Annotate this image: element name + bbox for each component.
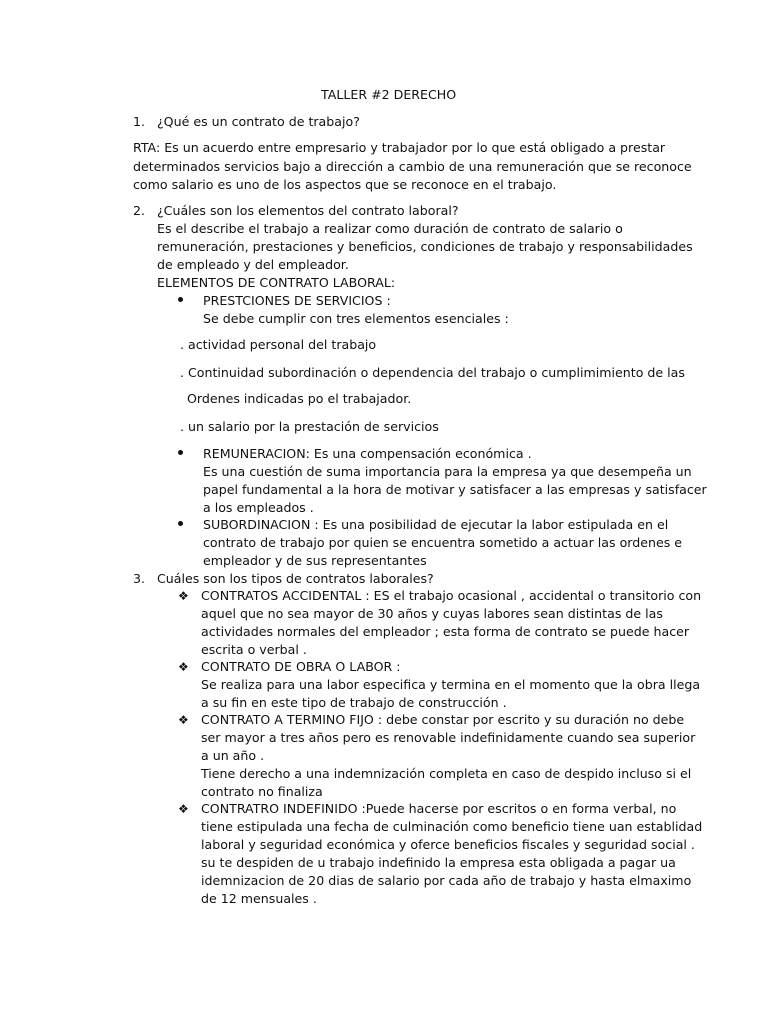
contract-type-text: CONTRATRO INDEFINIDO :Puede hacerse por escritos o en forma verbal, no [201,801,677,816]
diamond-bullet-icon: ❖ [178,713,189,727]
q2-question: ¿Cuáles son los elementos del contrato laboral? [157,203,459,218]
q3-question: Cuáles son los tipos de contratos laborales? [157,571,434,586]
q2-elements-heading: ELEMENTOS DE CONTRATO LABORAL: [157,275,396,290]
contract-type-text: CONTRATO A TERMINO FIJO : debe constar por escrito y su duración no debe [201,712,685,727]
q1-answer-line: determinados servicios bajo a dirección a cambio de una remuneración que se reconoce [133,159,692,174]
q2-answer-line: de empleado y del empleador. [157,257,349,272]
bullet-text: REMUNERACION: Es una compensación económica . [203,446,532,461]
q2-answer-line: remuneración, prestaciones y beneficios, condiciones de trabajo y responsabilidades [157,239,693,254]
contract-type-text: CONTRATO DE OBRA O LABOR : [201,659,401,674]
bullet-text: Se debe cumplir con tres elementos esenciales : [203,311,509,326]
q1-answer-line: RTA: Es un acuerdo entre empresario y trabajador por lo que está obligado a prestar [133,140,666,155]
contract-type-text: aquel que no sea mayor de 30 años y cuyas labores sean distintas de las [201,606,663,621]
contract-type-text: ser mayor a tres años pero es renovable indefinidamente cuando sea superior [201,730,696,745]
contract-type-text: a un año . [201,748,265,763]
bullet-text: Es una cuestión de suma importancia para la empresa ya que desempeña un [203,464,692,479]
contract-type-text: Se realiza para una labor especifica y termina en el momento que la obra llega [201,677,701,692]
q1-number: 1. [133,114,146,129]
contract-type-text: a su fin en este tipo de trabajo de construcción . [201,695,507,710]
contract-type-text: idemnizacion de 20 dias de salario por cada año de trabajo y hasta elmaximo [201,873,692,888]
q1-question: ¿Qué es un contrato de trabajo? [157,114,360,129]
diamond-bullet-icon: ❖ [178,660,189,674]
bullet-dot [178,297,183,302]
contract-type-text: de 12 mensuales . [201,891,317,906]
bullet-text: empleador y de sus representantes [203,553,427,568]
contract-type-text: tiene estipulada una fecha de culminación como beneficio tiene uan establidad [201,819,703,834]
contract-type-text: su te despiden de u trabajo indefinido la empresa esta obligada a pagar ua [201,855,676,870]
contract-type-text: Tiene derecho a una indemnización completa en caso de despido incluso si el [201,766,692,781]
element-item: . un salario por la prestación de servicios [180,419,439,434]
element-item: Ordenes indicadas po el trabajador. [187,391,412,406]
contract-type-text: laboral y seguridad económica y oferce beneficios fiscales y seguridad social . [201,837,695,852]
diamond-bullet-icon: ❖ [178,802,189,816]
q2-number: 2. [133,203,146,218]
q3-number: 3. [133,571,146,586]
contract-type-text: escrita o verbal . [201,642,307,657]
contract-type-text: CONTRATOS ACCIDENTAL : ES el trabajo ocasional , accidental o transitorio con [201,588,702,603]
bullet-text: contrato de trabajo por quien se encuentra sometido a actuar las ordenes e [203,535,683,550]
document-title: TALLER #2 DERECHO [321,87,457,102]
bullet-text: PRESTCIONES DE SERVICIOS : [203,293,391,308]
diamond-bullet-icon: ❖ [178,589,189,603]
element-item: . actividad personal del trabajo [180,337,377,352]
bullet-text: a los empleados . [203,500,314,515]
q1-answer-line: como salario es uno de los aspectos que se reconoce en el trabajo. [133,177,557,192]
contract-type-text: contrato no finaliza [201,784,323,799]
bullet-dot [178,450,183,455]
bullet-dot [178,521,183,526]
bullet-text: papel fundamental a la hora de motivar y satisfacer a las empresas y satisfacer [203,482,707,497]
element-item: . Continuidad subordinación o dependencia del trabajo o cumplimimiento de las [180,365,685,380]
contract-type-text: actividades normales del empleador ; esta forma de contrato se puede hacer [201,624,690,639]
bullet-text: SUBORDINACION : Es una posibilidad de ejecutar la labor estipulada en el [203,517,669,532]
q2-answer-line: Es el describe el trabajo a realizar como duración de contrato de salario o [157,221,623,236]
